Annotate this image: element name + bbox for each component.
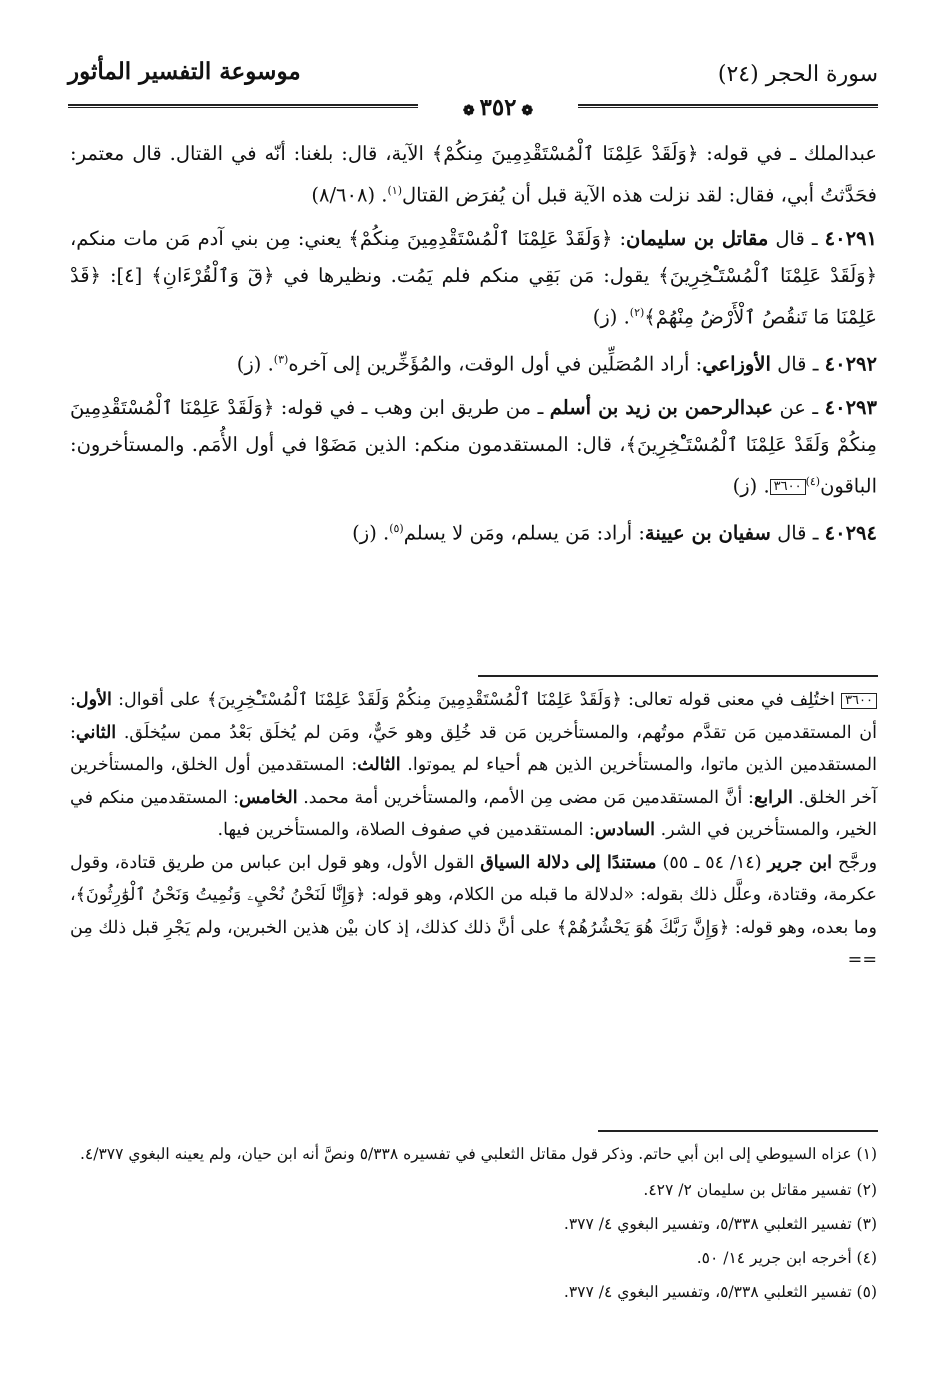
main-text bbox=[70, 135, 877, 558]
footnote: (٣) تفسير الثعلبي ٥/٣٣٨، وتفسير البغوي ٤/ ٣٧٧. bbox=[563, 1215, 877, 1233]
footnote-ref: (٣) bbox=[273, 353, 289, 366]
text: : أراد: مَن يسلم، ومَن لا يسلم bbox=[403, 521, 645, 545]
text: . (ز) bbox=[352, 521, 390, 545]
footnote: (١) عزاه السيوطي إلى ابن أبي حاتم. وذكر قول مقاتل الثعلبي في تفسيره ٥/٣٣٨ ونصَّ أنه ابن حيان، ولم يعينه البغوي ٤/٣٧٧. bbox=[79, 1145, 877, 1163]
text: : أراد المُصَلِّين في أول الوقت، والمُؤَخِّرين إلى آخره bbox=[288, 352, 703, 376]
paragraph bbox=[70, 389, 877, 505]
note-separator bbox=[478, 675, 878, 677]
footnote: (٤) أخرجه ابن جرير ١٤/ ٥٠. bbox=[696, 1249, 877, 1267]
opinion-label: السادس bbox=[594, 820, 656, 840]
footnote-ref: (١) bbox=[387, 184, 402, 197]
text: : أنَّ المستقدمين مَن مضى مِن الأمم، والمستأخرين أمة محمد. bbox=[297, 787, 754, 808]
ornament-icon: ❁ bbox=[462, 103, 480, 119]
text: القول الأول، وهو قول ابن عباس من طريق قتادة، وقول عكرمة، وقتادة، وعلَّل ذلك بقوله: «لدلالة ما قبله من الكلام، وهو قوله: ﴿وَإِنَّا لَنَحْنُ نُحْيِۦ وَنُمِيتُ وَنَحْنُ ٱلْوَٰرِثُونَ﴾، وما بعده، وهو قوله: ﴿وَإِنَّ رَبَّكَ هُوَ يَحْشُرُهُمْ﴾ على أنَّ ذلك كذلك، إذ كان بيْن هذين الخبرين، ولم يَجْرِ قبل ذلك مِن == bbox=[70, 852, 877, 970]
ornament-icon: ❁ bbox=[516, 103, 534, 119]
commentary-note bbox=[70, 684, 877, 977]
page-number-value: ٣٥٢ bbox=[479, 94, 517, 121]
scholar-name: ابن جرير bbox=[767, 852, 833, 873]
note-ref-box: ٣٦٠٠ bbox=[770, 479, 806, 495]
narrator-name: سفيان بن عيينة bbox=[644, 521, 771, 545]
text: ـ قال bbox=[770, 521, 825, 545]
page-number bbox=[398, 94, 598, 121]
footnote-ref: (٤) bbox=[805, 474, 821, 488]
athar-number: ٤٠٢٩١ bbox=[824, 226, 877, 250]
text: اختُلِف في معنى قوله تعالى: ﴿وَلَقَدْ عَلِمْنَا ٱلْمُسْتَقْدِمِينَ مِنكُمْ وَلَقَدْ عَلِمْنَا ٱلْمُسْتَـْٔخِرِينَ﴾ على أقوال: bbox=[111, 690, 842, 710]
text: عبدالملك ـ في قوله: ﴿وَلَقَدْ عَلِمْنَا ٱلْمُسْتَقْدِمِينَ مِنكُمْ﴾ الآية، قال: بلغنا: أنّه في القتال. قال معتمر: فحَدَّثتُ أبي، فقال: لقد نزلت هذه الآية قبل أن يُفرَض القتال bbox=[70, 142, 877, 207]
athar-number: ٤٠٢٩٢ bbox=[824, 352, 877, 376]
text: . (ز) bbox=[732, 474, 770, 497]
text: : ﴿وَلَقَدْ عَلِمْنَا ٱلْمُسْتَقْدِمِينَ مِنكُمْ﴾ يعني: مِن بني آدم مَن مات منكم، ﴿وَلَقَدْ عَلِمْنَا ٱلْمُسْتَـْٔخِرِينَ﴾ يقول: مَن بَقِي منكم فلم يَمُت. ونظيرها في ﴿قٓ وَٱلْقُرْءَانِ﴾ [٤]: ﴿قَدْ عَلِمْنَا مَا تَنقُصُ ٱلْأَرْضُ مِنْهُمْ﴾ bbox=[70, 226, 877, 328]
footnote-ref: (٥) bbox=[389, 522, 404, 535]
narrator-name: مقاتل بن سليمان bbox=[626, 226, 769, 250]
opinion-label: الثالث bbox=[357, 755, 401, 775]
footnote: (٢) تفسير مقاتل بن سليمان ٢/ ٤٢٧. bbox=[643, 1181, 877, 1199]
text: . (٨/٦٠٨) bbox=[311, 183, 388, 207]
opinion-label: الرابع bbox=[753, 787, 793, 808]
text: ورجَّح bbox=[832, 852, 878, 873]
text: : المستقدمين أول الخلق، والمستأخرين آخر الخلق. bbox=[70, 755, 877, 808]
note-number-box: ٣٦٠٠ bbox=[841, 693, 877, 709]
text: : أن المستقدمين مَن تقدَّم موتُهم، والمستأخرين مَن قد خُلِق وهو حَيٌّ، ومَن لم يُخلَق بَعْدُ ممن سيُخلَق. bbox=[70, 690, 877, 743]
paragraph bbox=[70, 510, 877, 552]
text: ـ من طريق ابن وهب ـ في قوله: ﴿وَلَقَدْ عَلِمْنَا ٱلْمُسْتَقْدِمِينَ مِنكُمْ وَلَقَدْ عَلِمْنَا ٱلْمُسْتَـْٔخِرِينَ﴾، قال: المستقدمون منكم: الذين مَضَوْا في أول الأُمَم. والمستأخرون: الباقون bbox=[70, 395, 877, 497]
method-label: مستندًا إلى دلالة السياق bbox=[480, 852, 657, 873]
footnotes bbox=[70, 1140, 877, 1312]
text: (١٤/ ٥٤ ـ ٥٥) bbox=[656, 852, 768, 873]
surah-title: سورة الحجر (٢٤) bbox=[717, 62, 878, 87]
page-header bbox=[68, 58, 878, 121]
narrator-name: عبدالرحمن بن زيد بن أسلم bbox=[549, 395, 773, 419]
opinion-label: الخامس bbox=[239, 787, 298, 808]
footnote-separator bbox=[598, 1130, 878, 1132]
footnote-ref: (٢) bbox=[629, 305, 645, 319]
text: ـ قال bbox=[768, 226, 825, 250]
paragraph bbox=[70, 341, 877, 383]
text: ـ عن bbox=[772, 395, 825, 419]
text: ـ قال bbox=[770, 352, 825, 376]
text: . (ز) bbox=[236, 352, 274, 376]
opinion-label: الأول bbox=[75, 690, 112, 710]
athar-number: ٤٠٢٩٤ bbox=[824, 521, 877, 545]
paragraph bbox=[70, 684, 877, 847]
text: : المستقدمين في صفوف الصلاة، والمستأخرين فيها. bbox=[217, 820, 595, 840]
book-title: موسوعة التفسير المأثور bbox=[68, 58, 301, 85]
athar-number: ٤٠٢٩٣ bbox=[824, 395, 877, 419]
paragraph bbox=[70, 220, 877, 336]
text: . (ز) bbox=[592, 305, 630, 328]
paragraph bbox=[70, 135, 877, 214]
paragraph bbox=[70, 847, 877, 977]
text: : المستقدمين منكم في الخير، والمستأخرين في الشر. bbox=[70, 787, 877, 840]
text: : المستقدمين الذين ماتوا، والمستأخرين الذين هم أحياء لم يموتوا. bbox=[70, 722, 877, 775]
opinion-label: الثاني bbox=[75, 722, 117, 743]
footnote: (٥) تفسير الثعلبي ٥/٣٣٨، وتفسير البغوي ٤/ ٣٧٧. bbox=[563, 1283, 877, 1301]
narrator-name: الأوزاعي bbox=[702, 352, 771, 376]
